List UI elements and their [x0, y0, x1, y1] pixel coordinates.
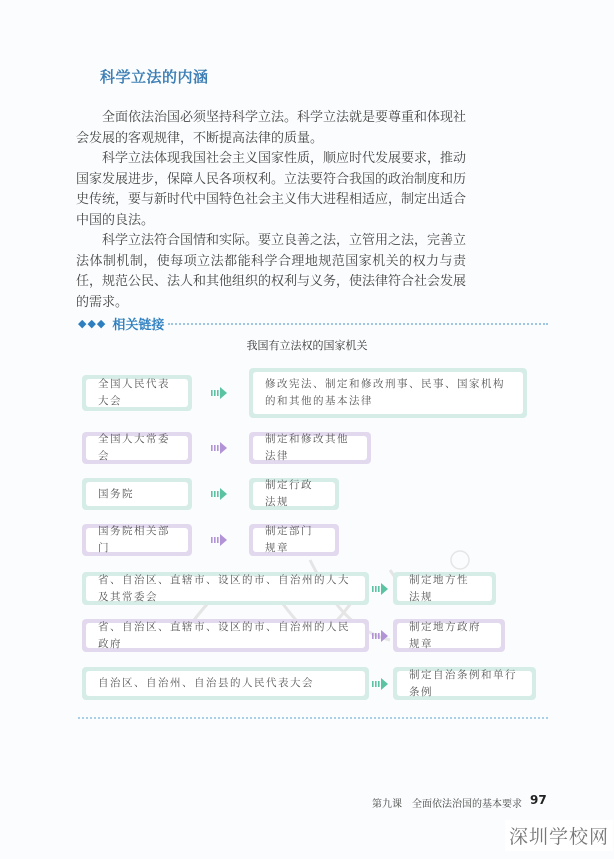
organ-label: 自治区、自治州、自治县的人民代表大会 [86, 671, 365, 696]
organ-label: 全国人民代表大会 [86, 379, 188, 407]
power-box-local-congress [393, 572, 496, 605]
organ-box-npcsc [82, 432, 192, 464]
paragraph-2: 科学立法体现我国社会主义国家性质，顺应时代发展要求，推动国家发展进步，保障人民各项权利。立法要符合我国的政治制度和历史传统，要与新时代中国特色社会主义伟大进程相适应，制定出适合中国的良法。 [76, 151, 467, 228]
power-label: 修改宪法、制定和修改刑事、民事、国家机构的和其他的基本法律 [253, 372, 523, 414]
arrow-right-icon [211, 488, 229, 500]
paragraph-3: 科学立法符合国情和实际。要立良善之法，立管用之法，完善立法体制机制，使每项立法都能科学合理地规范国家机关的权力与责任，规范公民、法人和其他组织的权利与义务，使法律符合社会发展的需求。 [76, 233, 467, 310]
organ-box-local-congress [82, 572, 369, 605]
running-footer: 第九课 全面依法治国的基本要求 [372, 799, 522, 810]
organ-label: 国务院相关部门 [86, 528, 188, 552]
related-links-header [78, 314, 548, 332]
organ-label: 全国人大常委会 [86, 436, 188, 460]
power-label: 制定自治条例和单行条例 [397, 671, 532, 696]
arrow-right-icon [372, 678, 390, 690]
power-label: 制定部门规章 [253, 528, 335, 552]
dotted-divider [168, 323, 548, 325]
power-box-state-council [249, 478, 339, 510]
organ-box-autonomous [82, 667, 369, 700]
organ-label: 省、自治区、直辖市、设区的市、自治州的人大及其常委会 [86, 576, 365, 601]
organ-label: 国务院 [86, 482, 188, 506]
power-box-autonomous [393, 667, 536, 700]
power-label: 制定地方政府规章 [397, 623, 501, 648]
arrow-right-icon [211, 442, 229, 454]
bottom-dotted-divider [78, 717, 548, 719]
power-label: 制定地方性法规 [397, 576, 492, 601]
diagram-title: 我国有立法权的国家机关 [246, 339, 368, 352]
arrow-right-icon [211, 387, 229, 399]
body-text [76, 108, 466, 313]
organ-box-npc [82, 375, 192, 411]
power-box-npc [249, 368, 527, 418]
organ-box-local-government [82, 619, 369, 652]
power-box-departments [249, 524, 339, 556]
arrow-right-icon [372, 630, 390, 642]
organ-label: 省、自治区、直辖市、设区的市、自治州的人民政府 [86, 623, 365, 648]
arrow-right-icon [211, 534, 229, 546]
power-label: 制定行政法规 [253, 482, 335, 506]
related-links-title: 相关链接 [112, 317, 165, 333]
organ-box-departments [82, 524, 192, 556]
paragraph-1: 全面依法治国必须坚持科学立法。科学立法就是要尊重和体现社会发展的客观规律，不断提高法律的质量。 [76, 110, 467, 146]
section-title: 科学立法的内涵 [100, 68, 209, 86]
site-watermark: 深圳学校网 [505, 820, 613, 851]
organ-box-state-council [82, 478, 192, 510]
power-box-local-government [393, 619, 505, 652]
diamond-icon: ◆◆◆ [78, 316, 107, 330]
page-number: 97 [530, 793, 547, 807]
arrow-right-icon [372, 583, 390, 595]
power-label: 制定和修改其他法律 [253, 436, 367, 460]
power-box-npcsc [249, 432, 371, 464]
